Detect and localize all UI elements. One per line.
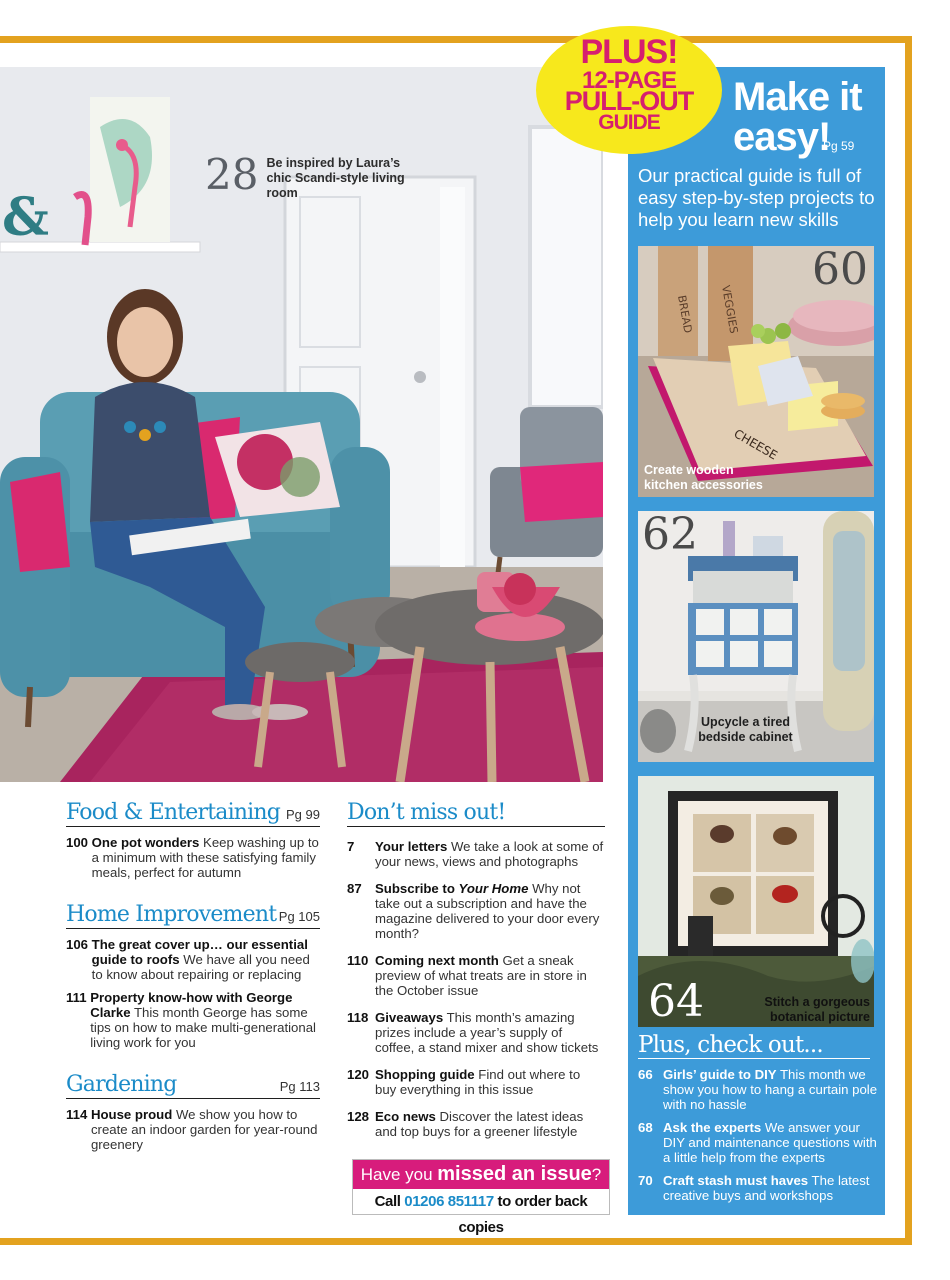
contents-entry[interactable] [347,881,605,941]
plus-item-text: We answer your DIY and maintenance questions with a little help from the experts [663,1120,877,1165]
plus-item-title: Ask the experts [663,1120,762,1135]
entry-text: Find out where to buy everything in this issue [375,1067,581,1097]
entry-body [375,1109,605,1139]
plus-list [638,1067,878,1211]
section-home-header [66,902,320,929]
entry-number: 106 [66,937,92,952]
section-dont-miss-title: Don’t miss out! [347,800,506,825]
plus-item-text: The latest creative buys and workshops [663,1173,870,1203]
back-issues-call [353,1189,609,1241]
back-issues-post: ? [591,1165,602,1184]
card-bedside-cabinet[interactable] [638,511,874,762]
contents-entry[interactable] [66,937,320,982]
section-food-header [66,800,320,827]
plus-item-title: Girls’ guide to DIY [663,1067,777,1082]
entry-title: House proud [90,1107,173,1122]
back-issues-box[interactable] [352,1159,610,1236]
entry-title: Property know-how with George Clarke [90,990,293,1020]
entry-number: 7 [347,839,355,854]
entry-text: Keep washing up to a minimum with these satisfying family meals, perfect for autumn [91,835,319,880]
entry-number: 118 [347,1010,369,1025]
plus-item[interactable] [638,1120,878,1165]
hero-page-number: 28 [205,150,259,199]
badge-text [535,34,723,133]
section-home-page: Pg 105 [278,909,320,924]
entry-number: 128 [347,1109,370,1124]
entry-number: 111 [66,990,91,1005]
badge-line4: GUIDE [598,111,660,134]
back-issues-headline [353,1160,609,1189]
panel-title-line2: easy! [733,115,831,159]
bread-board-label: BREAD [675,294,695,335]
plus-item[interactable] [638,1067,878,1112]
section-garden-page: Pg 113 [279,1079,320,1094]
card-62-number: 62 [642,511,698,560]
frame-top-border [0,36,912,43]
contents-entry[interactable] [66,835,320,880]
entry-title: Your letters [375,839,448,854]
contents-entry[interactable] [347,1010,605,1055]
section-garden-header [66,1072,320,1099]
entry-title: Shopping guide [375,1067,475,1082]
contents-entry[interactable] [66,990,320,1050]
back-issues-phone[interactable]: 01206 851117 [404,1193,494,1210]
entry-text: We take a look at some of your news, views and photographs [375,839,604,869]
entry-number: 87 [347,881,362,896]
card-60-number: 60 [812,246,868,295]
entry-text: Get a sneak preview of what treats are in store in the October issue [375,953,587,998]
hero-photo [0,67,603,782]
badge-line1: PLUS! [580,33,678,71]
svg-text:&: & [2,187,49,248]
entry-body [375,1067,605,1097]
section-dont-miss-header [347,800,605,827]
entry-body [92,937,320,982]
cheese-board-label: CHEESE [731,426,780,463]
plus-item-number: 68 [638,1120,653,1135]
entry-number: 110 [347,953,369,968]
entry-body [375,953,605,998]
entry-text: This month George has some tips on how to make multi-generational living work for you [90,1005,316,1050]
plus-item-body [663,1120,878,1165]
entry-body [92,835,320,880]
entry-text: Why not take out a subscription and have the magazine delivered to your door every month? [375,881,600,941]
card-64-number: 64 [648,976,704,1027]
contents-column-right [347,800,605,1139]
panel-intro: Our practical guide is full of easy step-by-step projects to help you learn new skills [638,165,875,230]
badge-line2: 12-PAGE [582,67,676,94]
entry-title: Coming next month [375,953,499,968]
section-garden [66,1072,320,1152]
section-food [66,800,320,880]
contents-entry[interactable] [347,1067,605,1097]
entry-title-italic: Your Home [458,881,529,896]
plus-item[interactable] [638,1173,878,1203]
contents-entry[interactable] [347,953,605,998]
entry-title: Subscribe to [375,881,459,896]
hero-caption-text: Be inspired by Laura’s chic Scandi-style living room [266,156,405,200]
plus-item-title: Craft stash must haves [663,1173,809,1188]
entry-body [91,1107,320,1152]
badge-line3: PULL-OUT [564,86,694,116]
section-garden-title: Gardening [66,1072,177,1097]
back-issues-bold: missed an issue [437,1163,592,1185]
card-60-caption: Create wooden kitchen accessories [644,463,763,492]
card-kitchen-accessories[interactable] [638,246,874,497]
entry-text: Discover the latest ideas and top buys for a greener lifestyle [375,1109,584,1139]
plus-item-text: This month we show you how to hang a curtain pole with no hassle [663,1067,878,1112]
section-home [66,902,320,1050]
entry-body [90,990,320,1050]
plus-check-out-heading [638,1032,870,1059]
entry-text: We have all you need to know about repairing or replacing [91,952,310,982]
back-issues-tail: to order back copies [458,1193,588,1236]
card-64-caption: Stitch a gorgeous botanical picture [764,995,870,1024]
card-botanical-picture[interactable] [638,776,874,1027]
plus-item-number: 70 [638,1173,653,1188]
plus-item-body [663,1173,878,1203]
hero-caption [205,150,406,201]
entry-number: 114 [66,1107,91,1122]
entry-text: We show you how to create an indoor garden for year-round greenery [90,1107,318,1152]
back-issues-call-label: Call [374,1193,405,1210]
make-it-easy-panel [628,67,885,1215]
section-food-title: Food & Entertaining [66,800,281,825]
contents-column-left [66,800,320,1152]
plus-item-body [663,1067,878,1112]
veggies-board-label: VEGGIES [719,284,741,335]
entry-title: The great cover up… our essential guide to roofs [91,937,308,967]
entry-number: 120 [347,1067,370,1082]
panel-title-line1: Make it [733,75,862,119]
contents-entry[interactable] [66,1107,320,1152]
entry-title: Eco news [375,1109,436,1124]
entry-title: Giveaways [375,1010,444,1025]
section-home-title: Home Improvement [66,902,277,927]
section-food-page: Pg 99 [286,807,320,822]
plus-item-number: 66 [638,1067,653,1082]
back-issues-pre: Have you [360,1165,438,1184]
panel-page-ref: Pg 59 [823,139,855,153]
entry-number: 100 [66,835,92,850]
entry-body [375,839,605,869]
plus-title: Plus, check out... [638,1032,823,1058]
entry-body [375,881,605,941]
contents-entry[interactable] [347,839,605,869]
entry-text: This month’s amazing prizes include a year’s supply of coffee, a stand mixer and show tickets [375,1010,599,1055]
card-62-caption: Upcycle a tired bedside cabinet [698,715,793,744]
entry-title: One pot wonders [91,835,200,850]
entry-body [375,1010,605,1055]
contents-entry[interactable] [347,1109,605,1139]
frame-right-border [905,36,912,1245]
